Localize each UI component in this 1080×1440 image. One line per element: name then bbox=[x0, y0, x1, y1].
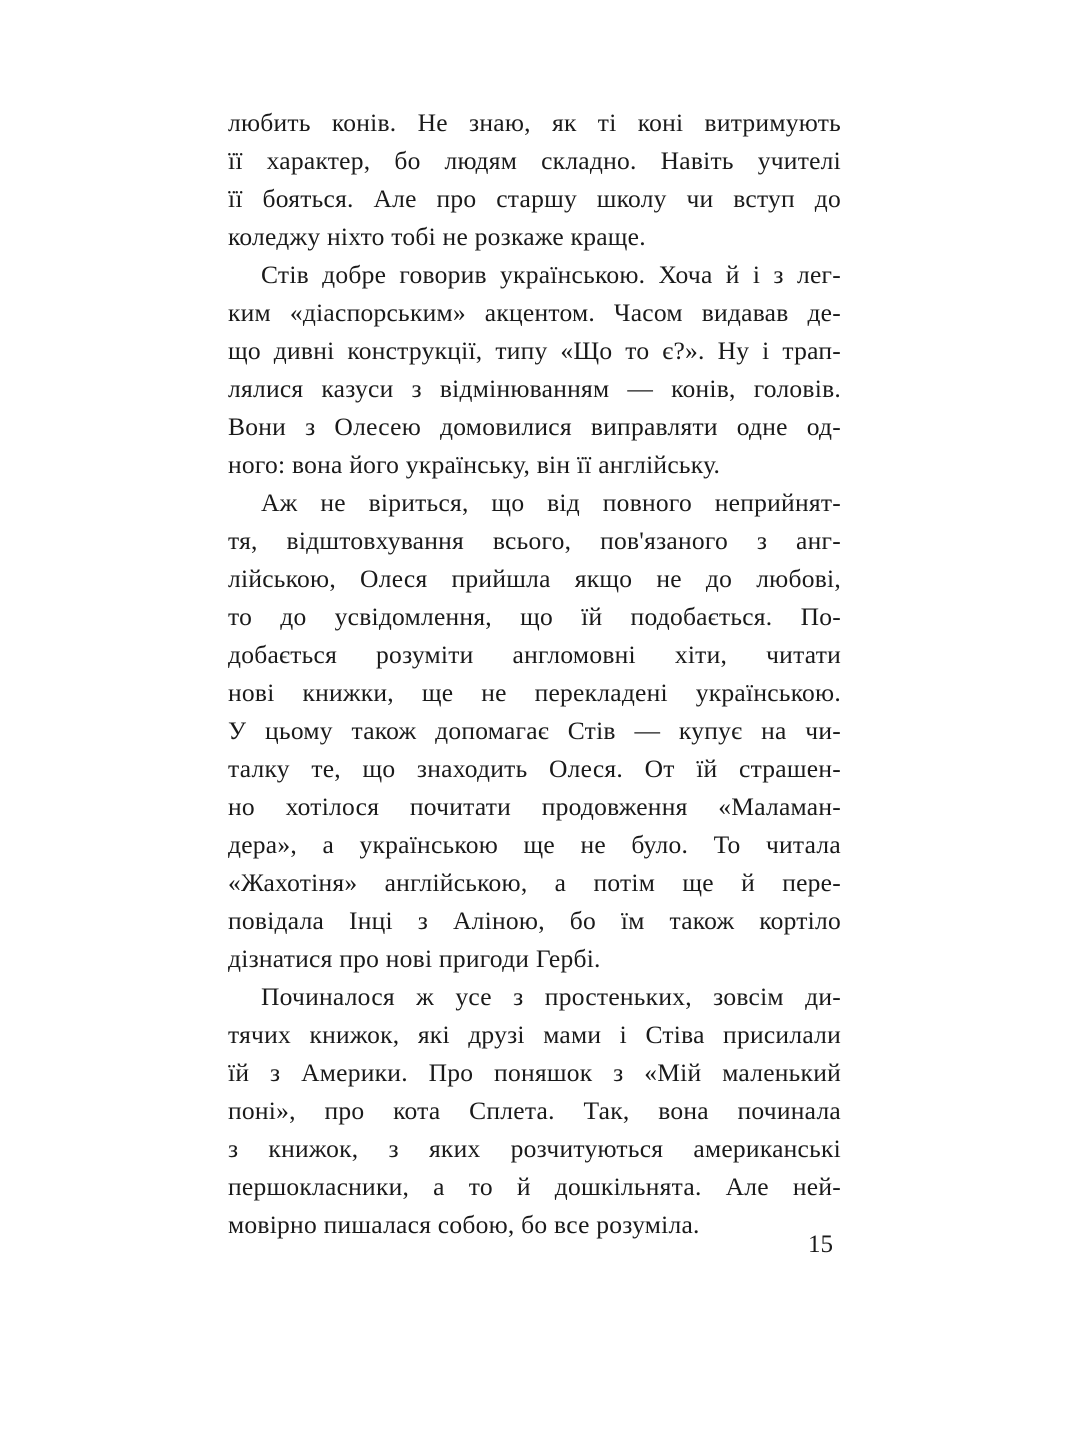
text-line: любить конів. Не знаю, як ті коні витримують bbox=[228, 108, 841, 137]
text-line: їй з Америки. Про поняшок з «Мій маленький bbox=[228, 1058, 841, 1087]
text-line: тячих книжок, які друзі мами і Стіва присилали bbox=[228, 1020, 841, 1049]
text-line: добається розуміти англомовні хіти, читати bbox=[228, 640, 841, 669]
paragraph bbox=[228, 978, 841, 1244]
page-number: 15 bbox=[808, 1231, 833, 1258]
text-line: ного: вона його українську, він її англійську. bbox=[228, 450, 721, 479]
text-line: дера», а українською ще не було. То читала bbox=[228, 830, 841, 859]
text-line: нові книжки, ще не перекладені українською. bbox=[228, 678, 841, 707]
text-line: Стів добре говорив українською. Хоча й і з лег- bbox=[261, 260, 841, 289]
text-line: з книжок, з яких розчитуються американські bbox=[228, 1134, 841, 1163]
text-line: повідала Інці з Аліною, бо їм також кортіло bbox=[228, 906, 841, 935]
paragraph bbox=[228, 256, 841, 484]
text-line: «Жахотіня» англійською, а потім ще й пере- bbox=[228, 868, 841, 897]
text-line: її характер, бо людям складно. Навіть учителі bbox=[228, 146, 841, 175]
text-line: коледжу ніхто тобі не розкаже краще. bbox=[228, 222, 646, 251]
text-line: лялися казуси з відмінюванням — конів, головів. bbox=[228, 374, 841, 403]
text-line: що дивні конструкції, типу «Що то є?». Ну і трап- bbox=[228, 336, 841, 365]
paragraph bbox=[228, 484, 841, 978]
text-line: дізнатися про нові пригоди Гербі. bbox=[228, 944, 601, 973]
text-line: Вони з Олесею домовилися виправляти одне од- bbox=[228, 412, 841, 441]
page-text-block bbox=[228, 104, 841, 1244]
paragraph bbox=[228, 104, 841, 256]
text-line: мовірно пишалася собою, бо все розуміла. bbox=[228, 1210, 700, 1239]
text-line: її бояться. Але про старшу школу чи вступ до bbox=[228, 184, 841, 213]
text-line: лійською, Олеся прийшла якщо не до любові, bbox=[228, 564, 841, 593]
text-line: першокласники, а то й дошкільнята. Але ней- bbox=[228, 1172, 841, 1201]
text-line: талку те, що знаходить Олеся. От їй страшен- bbox=[228, 754, 841, 783]
text-line: тя, відштовхування всього, пов'язаного з анг- bbox=[228, 526, 841, 555]
text-line: но хотілося почитати продовження «Маламан- bbox=[228, 792, 841, 821]
text-line: то до усвідомлення, що їй подобається. По- bbox=[228, 602, 841, 631]
text-line: поні», про кота Сплета. Так, вона починала bbox=[228, 1096, 841, 1125]
text-line: ким «діаспорським» акцентом. Часом видавав де- bbox=[228, 298, 841, 327]
text-line: Починалося ж усе з простеньких, зовсім ди- bbox=[261, 982, 841, 1011]
text-line: Аж не віриться, що від повного неприйнят- bbox=[261, 488, 841, 517]
text-line: У цьому також допомагає Стів — купує на чи- bbox=[228, 716, 841, 745]
